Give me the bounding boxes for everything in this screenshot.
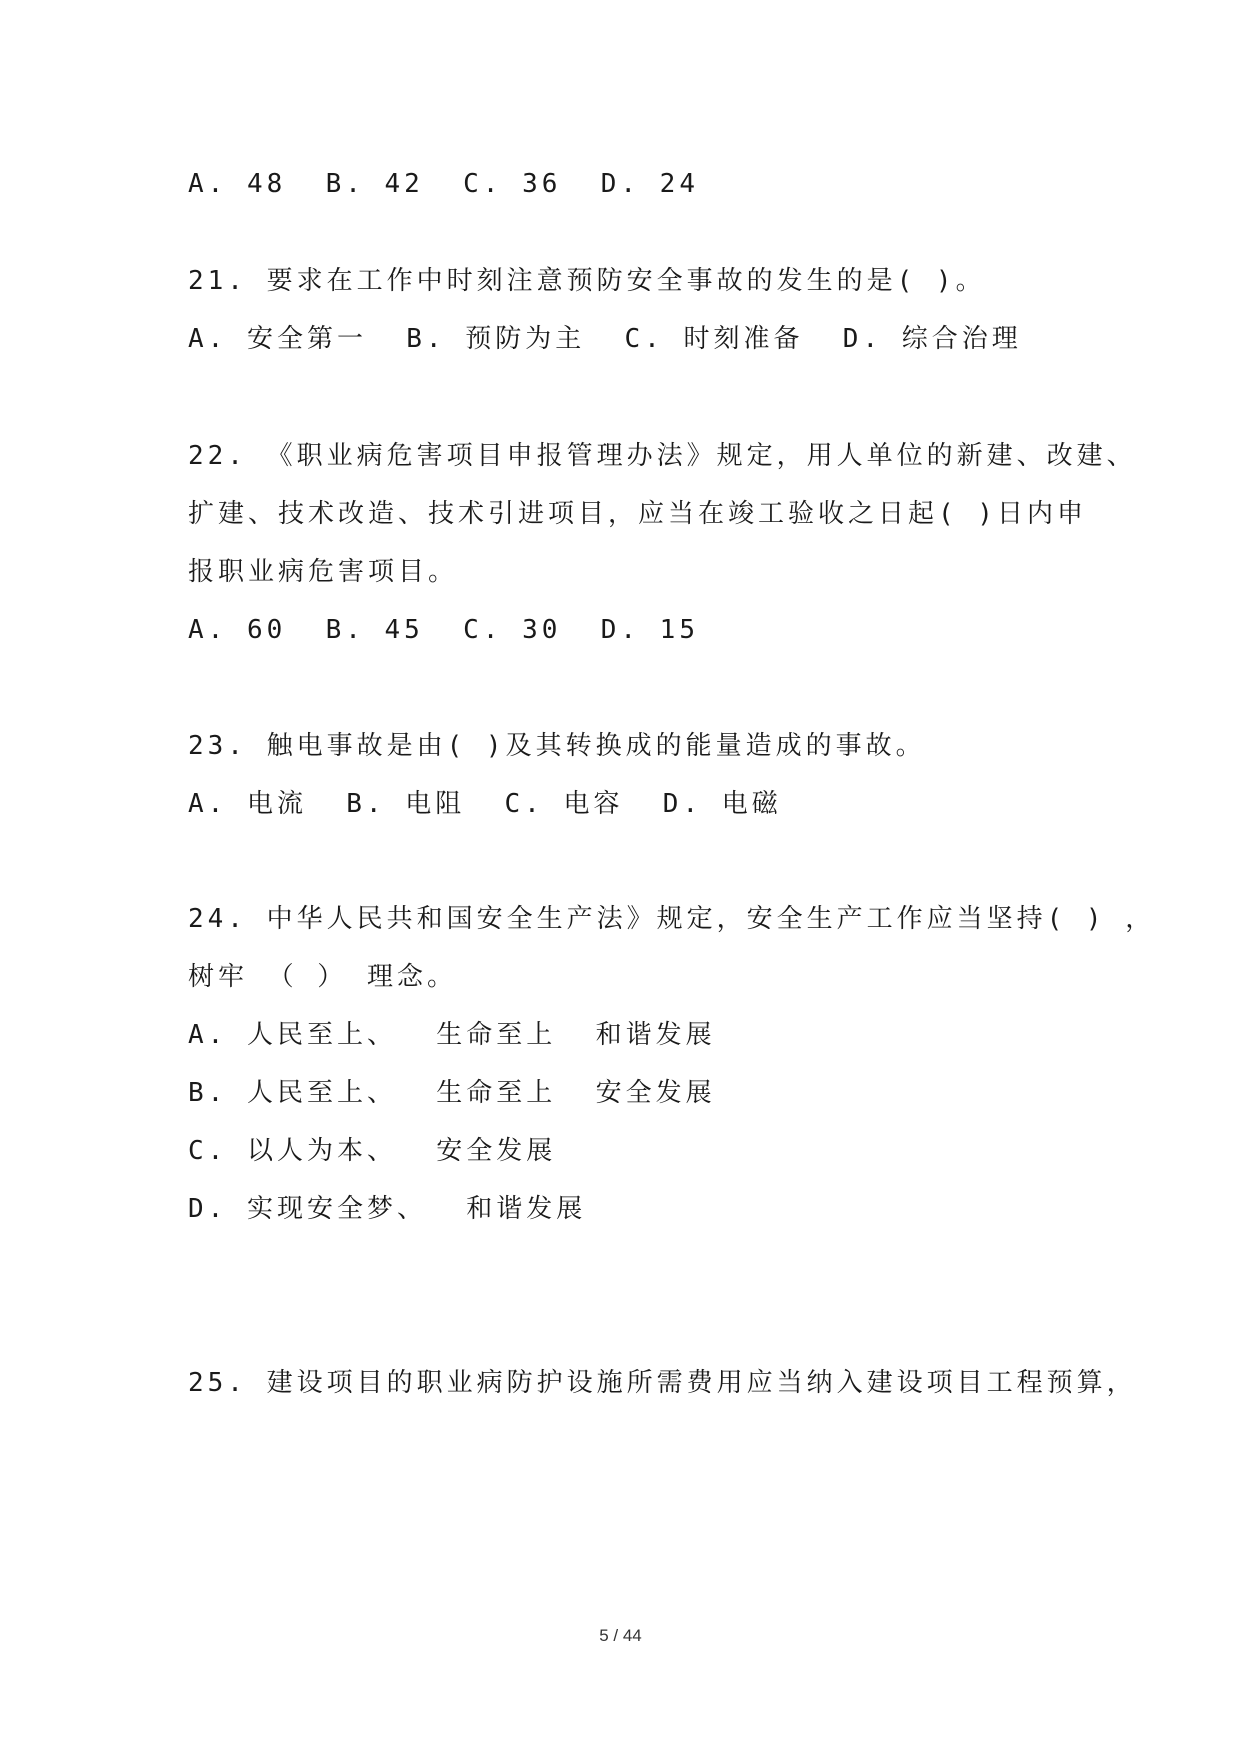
q22-question-line-1: 22. 《职业病危害项目申报管理办法》规定，用人单位的新建、改建、 [188,441,1137,471]
q24-option-b: B. 人民至上、 生命至上 安全发展 [188,1078,716,1108]
q21-options: A. 安全第一 B. 预防为主 C. 时刻准备 D. 综合治理 [188,324,1022,354]
q25-question: 25. 建设项目的职业病防护设施所需费用应当纳入建设项目工程预算， [188,1368,1137,1398]
q20-options: A. 48 B. 42 C. 36 D. 24 [188,169,699,199]
q22-options: A. 60 B. 45 C. 30 D. 15 [188,615,699,645]
q21-question: 21. 要求在工作中时刻注意预防安全事故的发生的是( )。 [188,266,986,296]
q23-question: 23. 触电事故是由( )及其转换成的能量造成的事故。 [188,731,926,761]
q24-question-line-1: 24. 中华人民共和国安全生产法》规定，安全生产工作应当坚持( ) ， [188,904,1156,934]
page-number: 5 / 44 [599,1626,642,1645]
q24-option-d: D. 实现安全梦、 和谐发展 [188,1194,587,1224]
q24-option-c: C. 以人为本、 安全发展 [188,1136,557,1166]
q24-question-line-2: 树牢 （ ） 理念。 [188,962,457,992]
q24-option-a: A. 人民至上、 生命至上 和谐发展 [188,1020,716,1050]
q23-options: A. 电流 B. 电阻 C. 电容 D. 电磁 [188,789,782,819]
q22-question-line-2: 扩建、技术改造、技术引进项目，应当在竣工验收之日起( )日内申 [188,499,1087,529]
q22-question-line-3: 报职业病危害项目。 [188,557,459,587]
